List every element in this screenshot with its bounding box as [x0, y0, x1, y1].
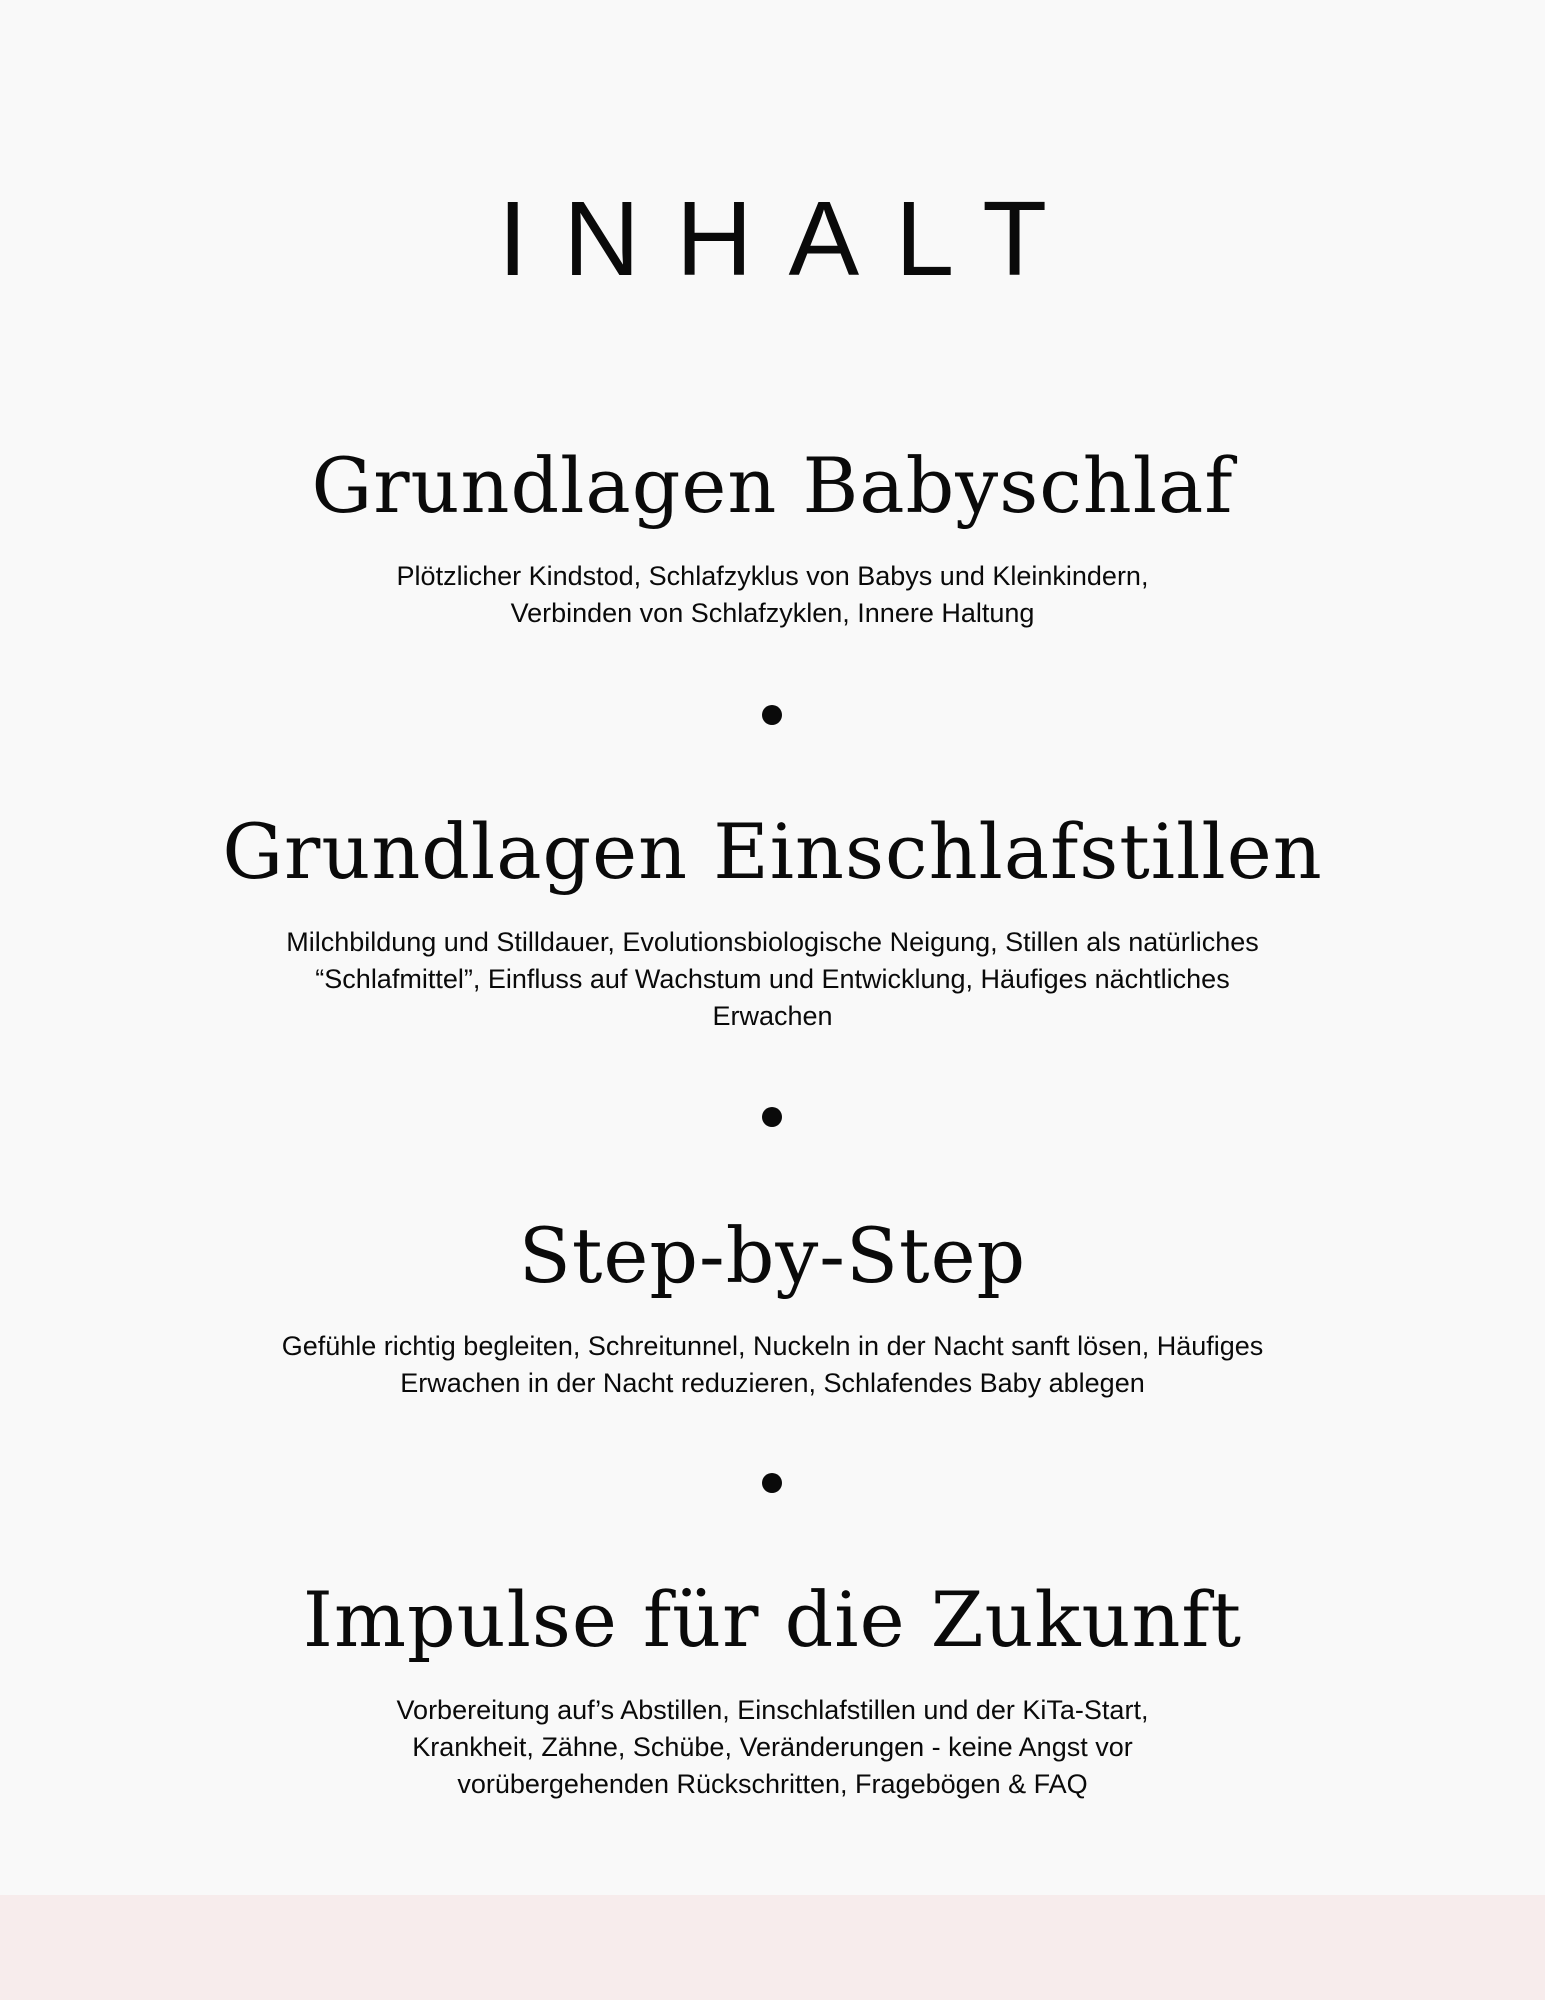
section-heading: Grundlagen Babyschlaf	[311, 441, 1234, 530]
separator-dot	[762, 705, 782, 725]
toc-section-grundlagen-babyschlaf	[0, 441, 1545, 632]
section-description: Plötzlicher Kindstod, Schlafzyklus von Babys und Kleinkindern, Verbinden von Schlafzyklen, Innere Haltung	[396, 561, 1149, 628]
section-description: Vorbereitung auf’s Abstillen, Einschlafstillen und der KiTa-Start, Krankheit, Zähne, Schübe, Veränderungen - keine Angst vor vorübergehenden Rückschritten, Fragebögen & FAQ	[396, 1695, 1149, 1799]
footer-band	[0, 1895, 1545, 2000]
section-heading: Step-by-Step	[518, 1211, 1027, 1300]
section-heading: Grundlagen Einschlafstillen	[222, 807, 1323, 896]
toc-section-impulse-fuer-die-zukunft	[0, 1575, 1545, 1803]
toc-section-step-by-step	[0, 1211, 1545, 1402]
toc-section-grundlagen-einschlafstillen	[0, 807, 1545, 1035]
section-description: Milchbildung und Stilldauer, Evolutionsbiologische Neigung, Stillen als natürliches “Schlafmittel”, Einfluss auf Wachstum und Entwicklung, Häufiges nächtliches Erwachen	[286, 927, 1259, 1031]
separator-dot	[762, 1107, 782, 1127]
section-heading: Impulse für die Zukunft	[302, 1575, 1243, 1664]
separator-dot	[762, 1473, 782, 1493]
page-title: INHALT	[497, 180, 1084, 298]
section-description: Gefühle richtig begleiten, Schreitunnel, Nuckeln in der Nacht sanft lösen, Häufiges Erwachen in der Nacht reduzieren, Schlafendes Baby ablegen	[281, 1331, 1264, 1398]
